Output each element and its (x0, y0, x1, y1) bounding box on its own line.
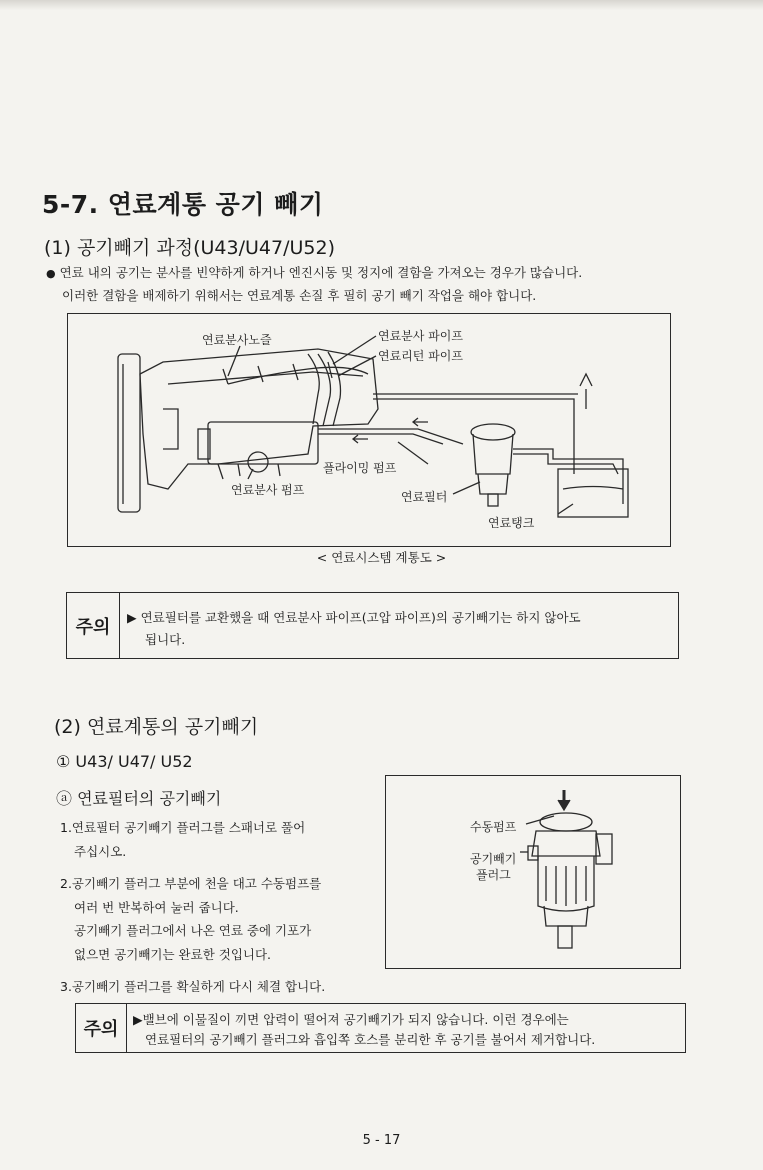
section-title: 5-7. 연료계통 공기 빼기 (42, 190, 324, 219)
page-number: 5 - 17 (362, 1133, 401, 1148)
procedure-steps (60, 816, 380, 999)
bullet-icon: ● (46, 267, 56, 280)
intro-line-1: 연료 내의 공기는 분사를 빈약하게 하거나 엔진시동 및 정지에 결함을 가져오는 경우가 많습니다. (59, 265, 583, 280)
subsection-title-1: (1) 공기빼기 과정(U43/U47/U52) (44, 237, 335, 259)
caution-tag: 주의 (67, 593, 120, 658)
fuel-filter-drawing (386, 776, 680, 968)
label-fuel-tank: 연료탱크 (488, 516, 535, 530)
label-injection-pump: 연료분사 펌프 (231, 483, 305, 497)
intro-line-2: 이러한 결함을 배제하기 위해서는 연료계통 손질 후 필히 공기 빼기 작업을 해야 합니다. (62, 288, 537, 303)
fuel-filter-figure (385, 775, 681, 969)
label-manual-pump: 수동펌프 (470, 820, 517, 834)
label-fuel-filter: 연료필터 (401, 490, 448, 504)
label-return-pipe: 연료리턴 파이프 (378, 349, 463, 363)
caution-box-1 (66, 592, 679, 659)
fuel-system-drawing (68, 314, 670, 546)
label-injection-nozzle: 연료분사노즐 (202, 333, 272, 347)
filter-air-bleed-heading: ⓐ 연료필터의 공기빼기 (56, 789, 222, 808)
step-1-line-1: 1.연료필터 공기빼기 플러그를 스패너로 풀어 (60, 820, 306, 835)
step-2-line-3: 공기빼기 플러그에서 나온 연료 중에 기포가 (74, 923, 312, 938)
scan-edge (0, 0, 763, 10)
subsection-title-2: (2) 연료계통의 공기빼기 (54, 716, 259, 738)
label-bleed-plug-2: 플러그 (476, 868, 511, 882)
caution-tag-2: 주의 (76, 1004, 127, 1052)
model-heading: ① U43/ U47/ U52 (56, 752, 193, 771)
step-1-line-2: 주십시오. (74, 843, 127, 859)
step-2-line-1: 2.공기빼기 플러그 부분에 천을 대고 수동펌프를 (60, 876, 322, 891)
caution-line-2: 됩니다. (145, 632, 186, 647)
caution-text-2 (133, 1010, 595, 1050)
caution-2-line-1: ▶밸브에 이물질이 끼면 압력이 떨어져 공기빼기가 되지 않습니다. 이런 경우에는 (133, 1012, 569, 1027)
fuel-system-diagram (67, 313, 671, 547)
caution-text (127, 607, 581, 651)
caution-2-line-2: 연료필터의 공기빼기 플러그와 흡입쪽 호스를 분리한 후 공기를 불어서 제거합니다. (145, 1032, 596, 1047)
step-2-line-2: 여러 번 반복하여 눌러 줍니다. (74, 899, 239, 915)
caution-line-1: ▶ 연료필터를 교환했을 때 연료분사 파이프(고압 파이프)의 공기빼기는 하지 않아도 (127, 610, 581, 625)
caution-box-2 (75, 1003, 686, 1053)
step-3: 3.공기빼기 플러그를 확실하게 다시 체결 합니다. (60, 979, 326, 994)
label-priming-pump: 플라이밍 펌프 (323, 461, 397, 475)
diagram-caption: < 연료시스템 계통도 > (316, 550, 447, 565)
intro-paragraph (46, 262, 582, 307)
label-injection-pipe: 연료분사 파이프 (378, 329, 463, 343)
step-2-line-4: 없으면 공기빼기는 완료한 것입니다. (74, 946, 272, 962)
label-bleed-plug-1: 공기빼기 (470, 852, 517, 866)
